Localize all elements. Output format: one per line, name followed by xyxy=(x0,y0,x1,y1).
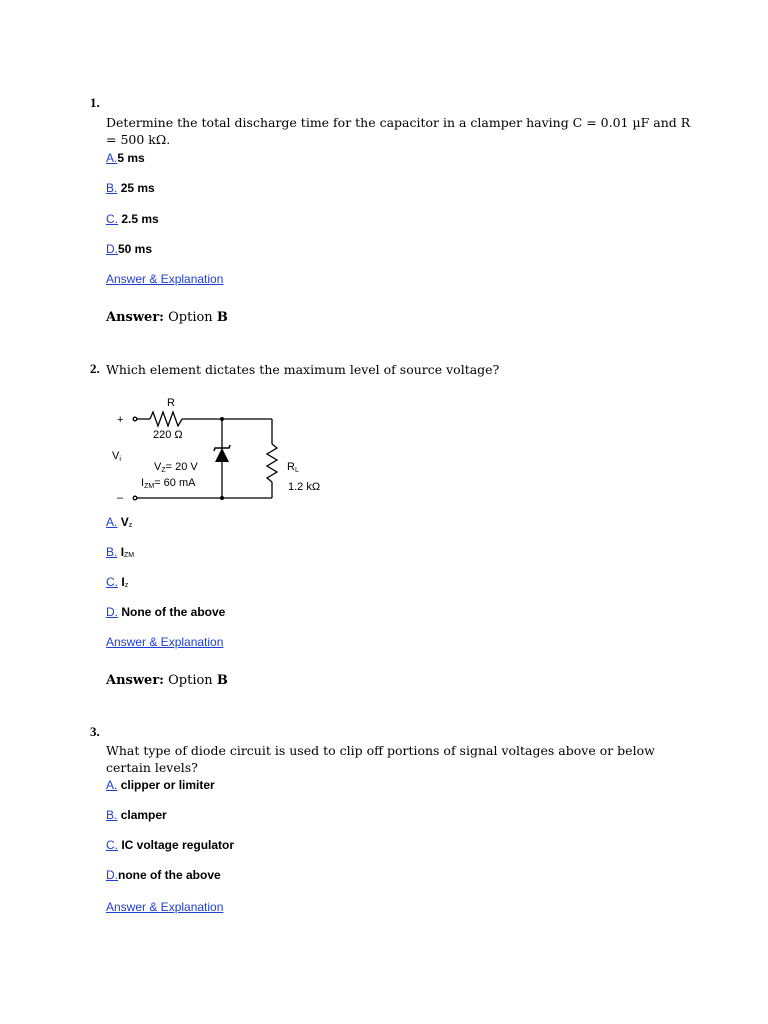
option-letter[interactable]: D. xyxy=(106,242,118,256)
answer-prefix: Option xyxy=(168,673,213,688)
question-1-option-b[interactable] xyxy=(106,181,155,195)
option-letter[interactable]: C. xyxy=(106,212,118,226)
zener-diode-symbol xyxy=(215,448,229,462)
zener-max-current-label: IZM= 60 mA xyxy=(141,477,196,490)
question-2-number: 2. xyxy=(90,361,100,376)
answer-value: B xyxy=(216,310,228,325)
question-2-text: Which element dictates the maximum level of source voltage? xyxy=(106,362,500,377)
question-2-option-a[interactable] xyxy=(106,515,132,529)
question-3-option-d[interactable] xyxy=(106,868,221,882)
question-3-option-b[interactable] xyxy=(106,808,167,822)
zener-circuit-diagram xyxy=(110,392,350,507)
option-text: I xyxy=(120,545,125,559)
question-1-answer xyxy=(106,310,228,325)
question-1-text: Determine the total discharge time for the capacitor in a clamper having C = 0.01 µF and R = 500 kΩ. xyxy=(106,115,691,147)
option-letter[interactable]: B. xyxy=(106,181,118,195)
option-letter[interactable]: A. xyxy=(106,151,118,165)
answer-label: Answer: xyxy=(106,310,164,325)
option-text: 25 ms xyxy=(120,181,155,195)
question-3-number: 3. xyxy=(90,724,100,739)
question-1-option-d[interactable] xyxy=(106,242,152,256)
question-2-answer xyxy=(106,673,228,688)
option-text: 5 ms xyxy=(117,151,145,165)
option-text: I xyxy=(121,575,125,589)
question-3-text: What type of diode circuit is used to clip off portions of signal voltages above or below certain levels? xyxy=(106,743,655,775)
plus-terminal-label: + xyxy=(117,414,124,426)
answer-value: B xyxy=(216,673,228,688)
option-letter[interactable]: A. xyxy=(106,778,118,792)
load-resistor-label: RL xyxy=(287,461,299,474)
option-text: V xyxy=(120,515,129,529)
question-2-answer-explanation-link[interactable]: Answer & Explanation xyxy=(106,635,224,649)
input-voltage-label: Vi xyxy=(112,450,121,463)
question-3-option-c[interactable] xyxy=(106,838,234,852)
zener-voltage-label: VZ= 20 V xyxy=(154,461,198,474)
option-text: none of the above xyxy=(118,868,221,882)
question-1-number: 1. xyxy=(90,95,100,110)
option-text: clipper or limiter xyxy=(120,778,215,792)
question-1-answer-explanation-link[interactable]: Answer & Explanation xyxy=(106,272,224,286)
question-1-option-c[interactable] xyxy=(106,212,159,226)
option-letter[interactable]: B. xyxy=(106,545,118,559)
resistor-value: 220 Ω xyxy=(153,429,183,441)
load-resistor-value: 1.2 kΩ xyxy=(288,481,321,493)
question-2-option-d[interactable] xyxy=(106,605,225,619)
question-3-answer-explanation-link[interactable]: Answer & Explanation xyxy=(106,900,224,914)
option-subscript: ZM xyxy=(124,552,135,559)
question-3-option-a[interactable] xyxy=(106,778,215,792)
option-subscript: z xyxy=(124,582,129,589)
question-1-option-a[interactable] xyxy=(106,151,145,165)
option-text: None of the above xyxy=(121,605,226,619)
option-letter[interactable]: C. xyxy=(106,838,118,852)
option-letter[interactable]: B. xyxy=(106,808,118,822)
option-text: 2.5 ms xyxy=(121,212,159,226)
option-letter[interactable]: C. xyxy=(106,575,118,589)
answer-label: Answer: xyxy=(106,673,164,688)
answer-prefix: Option xyxy=(168,310,213,325)
question-2-option-c[interactable] xyxy=(106,575,128,589)
option-letter[interactable]: A. xyxy=(106,515,118,529)
resistor-label: R xyxy=(167,397,175,409)
option-text: clamper xyxy=(120,808,167,822)
minus-terminal-label: – xyxy=(117,492,124,504)
option-subscript: z xyxy=(128,522,133,529)
option-text: 50 ms xyxy=(118,242,153,256)
option-letter[interactable]: D. xyxy=(106,868,118,882)
option-letter[interactable]: D. xyxy=(106,605,118,619)
question-2-option-b[interactable] xyxy=(106,545,134,559)
option-text: IC voltage regulator xyxy=(121,838,235,852)
